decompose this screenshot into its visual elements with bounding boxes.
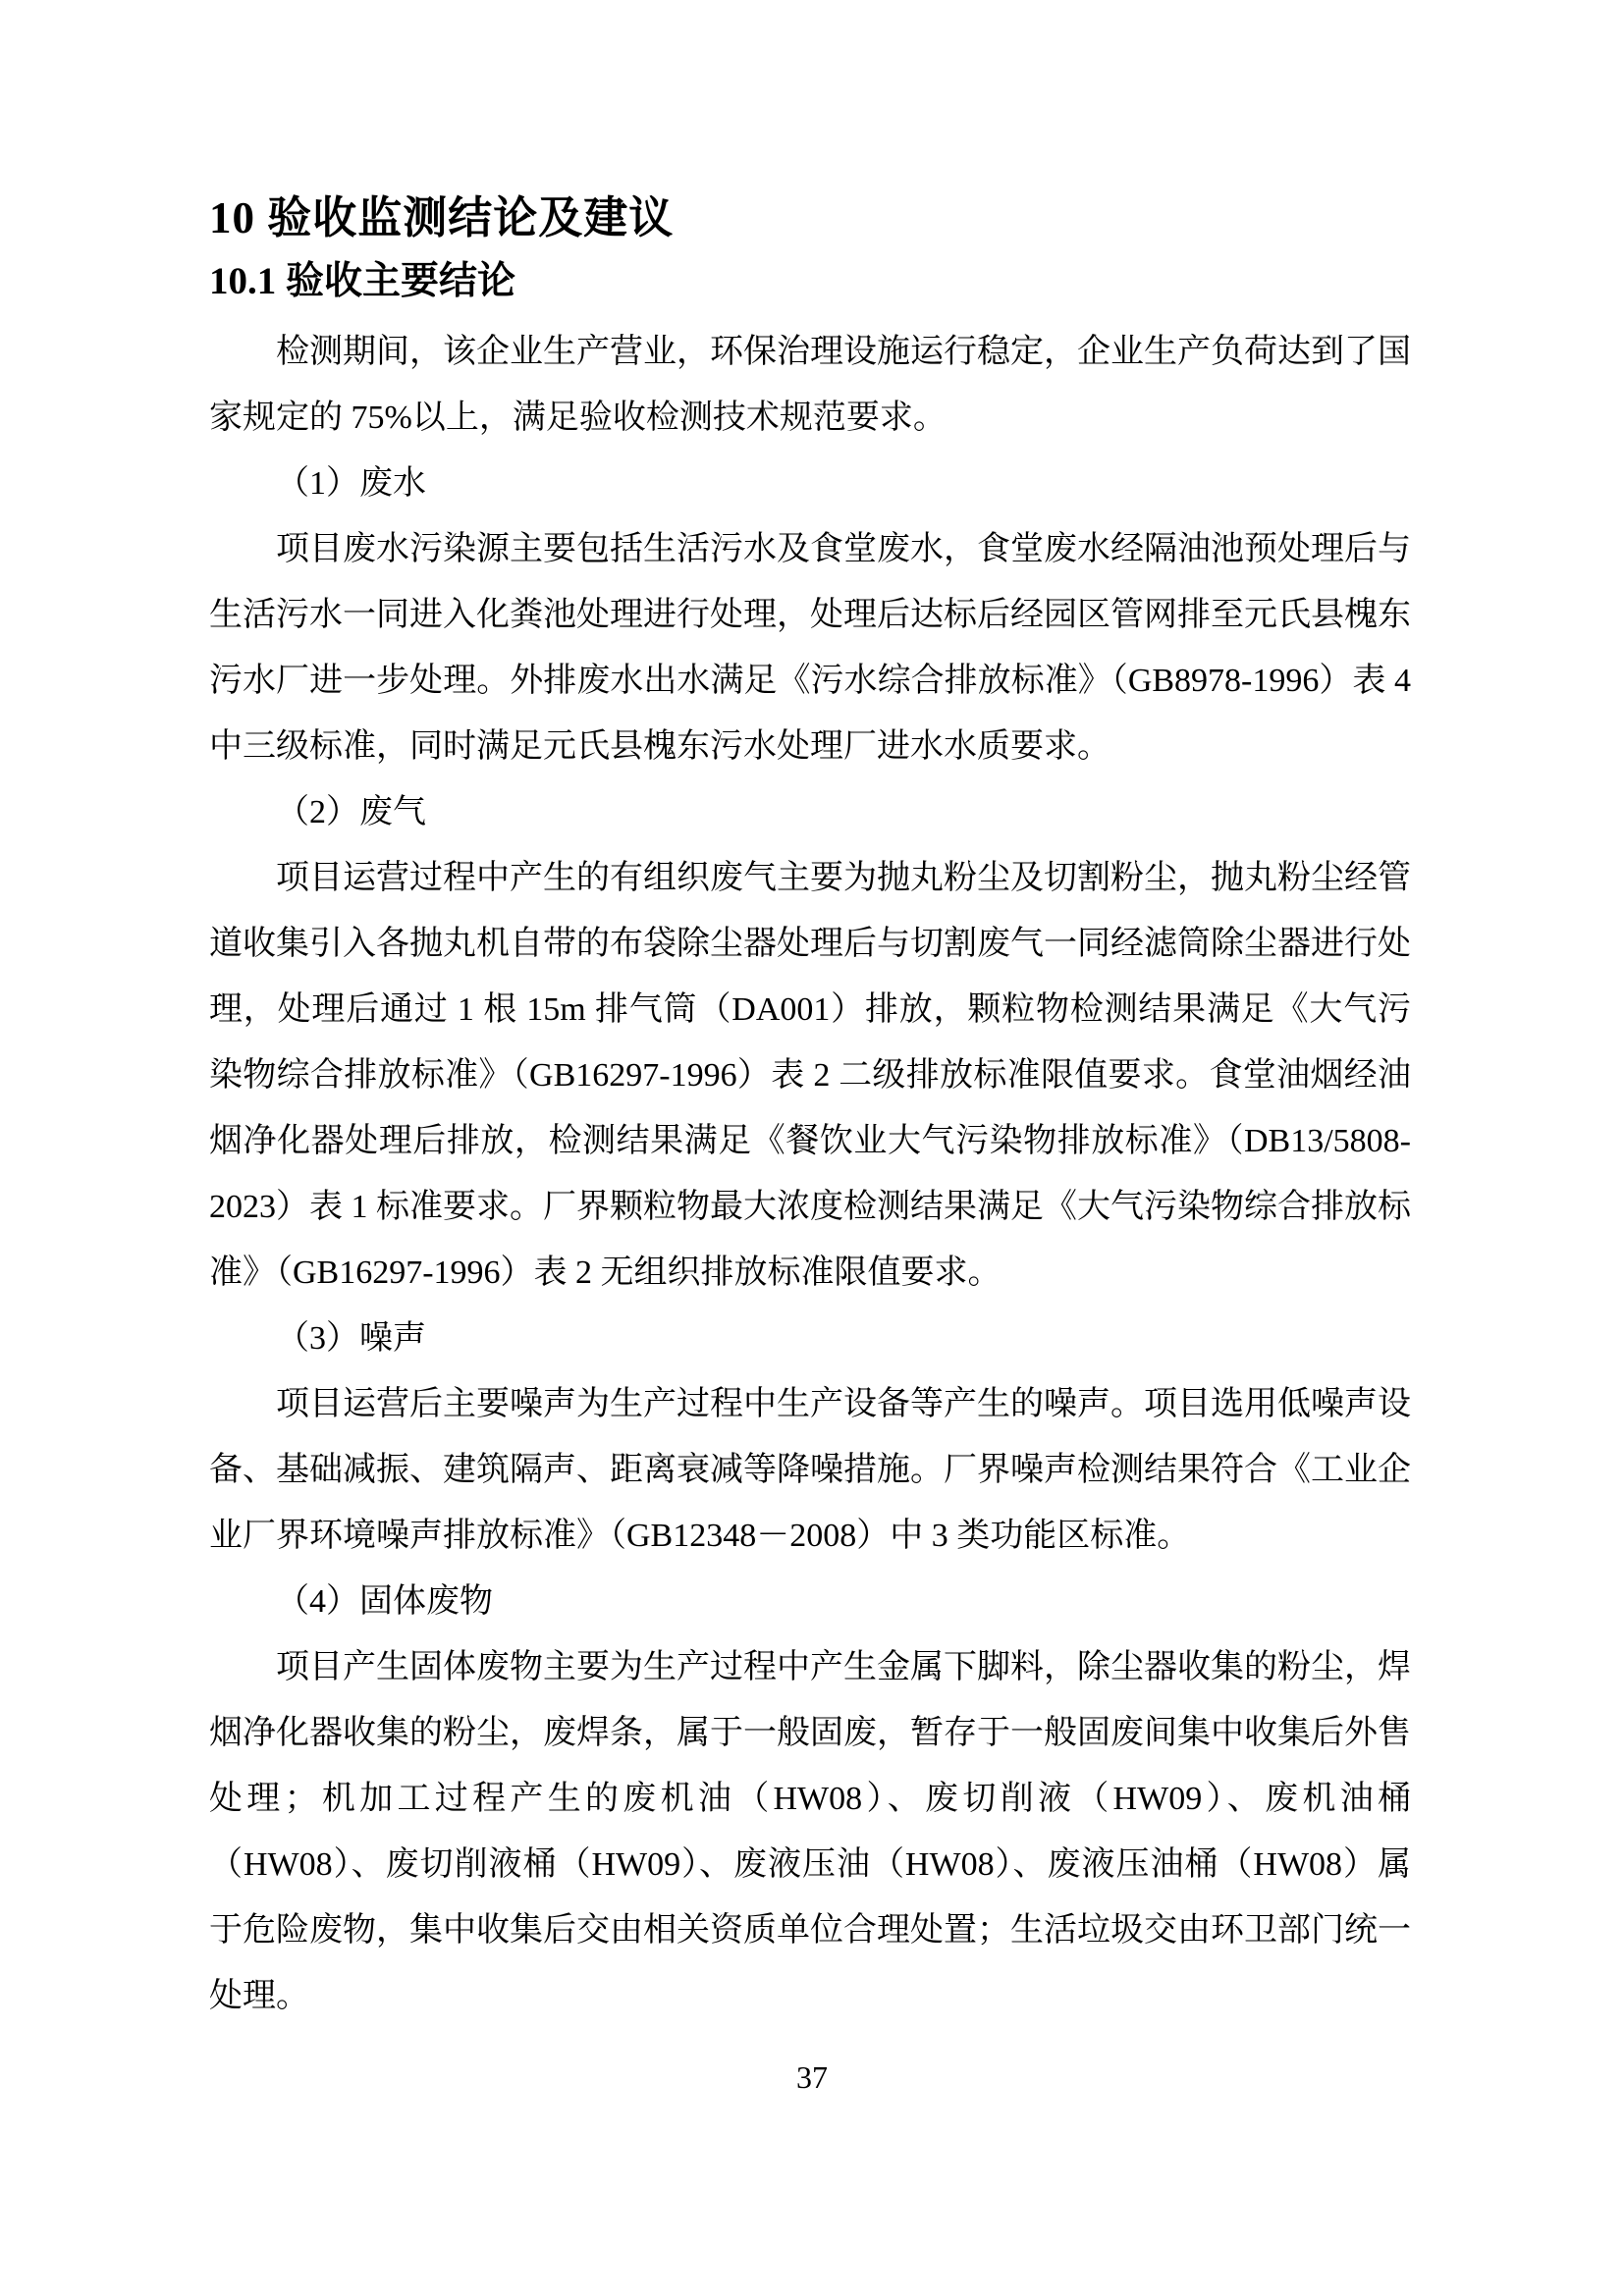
paragraph-overview: 检测期间，该企业生产营业，环保治理设施运行稳定，企业生产负荷达到了国家规定的 75%以上，满足验收检测技术规范要求。 bbox=[209, 334, 1411, 436]
section-heading: 10.1 验收主要结论 bbox=[209, 260, 516, 302]
item-label-noise: （3）噪声 bbox=[276, 1320, 426, 1357]
page-number: 37 bbox=[796, 2059, 828, 2095]
paragraph-waste-gas: 项目运营过程中产生的有组织废气主要为抛丸粉尘及切割粉尘，抛丸粉尘经管道收集引入各抛丸机自带的布袋除尘器处理后与切割废气一同经滤筒除尘器进行处理，处理后通过 1 根 15m 排气筒（DA001）排放，颗粒物检测结果满足《大气污染物综合排放标准》（GB16297-1996）表 2 二级排放标准限值要求。食堂油烟经油烟净化器处理后排放，检测结果满足《餐饮业大气污染物排放标准》（DB13/5808-2023）表 1 标准要求。厂界颗粒物最大浓度检测结果满足《大气污染物综合排放标准》（GB16297-1996）表 2 无组织排放标准限值要求。 bbox=[209, 860, 1411, 1291]
item-label-waste-gas: （2）废气 bbox=[276, 794, 426, 830]
paragraph-noise: 项目运营后主要噪声为生产过程中生产设备等产生的噪声。项目选用低噪声设备、基础减振、建筑隔声、距离衰减等降噪措施。厂界噪声检测结果符合《工业企业厂界环境噪声排放标准》（GB12348－2008）中 3 类功能区标准。 bbox=[209, 1386, 1411, 1554]
body-content bbox=[209, 319, 1411, 2029]
paragraph-wastewater: 项目废水污染源主要包括生活污水及食堂废水，食堂废水经隔油池预处理后与生活污水一同进入化粪池处理进行处理，处理后达标后经园区管网排至元氏县槐东污水厂进一步处理。外排废水出水满足《污水综合排放标准》（GB8978-1996）表 4 中三级标准，同时满足元氏县槐东污水处理厂进水水质要求。 bbox=[209, 531, 1411, 765]
paragraph-solid-waste: 项目产生固体废物主要为生产过程中产生金属下脚料，除尘器收集的粉尘，焊烟净化器收集的粉尘，废焊条，属于一般固废，暂存于一般固废间集中收集后外售处理；机加工过程产生的废机油（HW08）、废切削液（HW09）、废机油桶（HW08）、废切削液桶（HW09）、废液压油（HW08）、废液压油桶（HW08）属于危险废物，集中收集后交由相关资质单位合理处置；生活垃圾交由环卫部门统一处理。 bbox=[209, 1649, 1411, 2014]
item-label-wastewater: （1）废水 bbox=[276, 465, 426, 502]
item-label-solid-waste: （4）固体废物 bbox=[276, 1583, 493, 1620]
chapter-heading: 10 验收监测结论及建议 bbox=[209, 193, 675, 242]
